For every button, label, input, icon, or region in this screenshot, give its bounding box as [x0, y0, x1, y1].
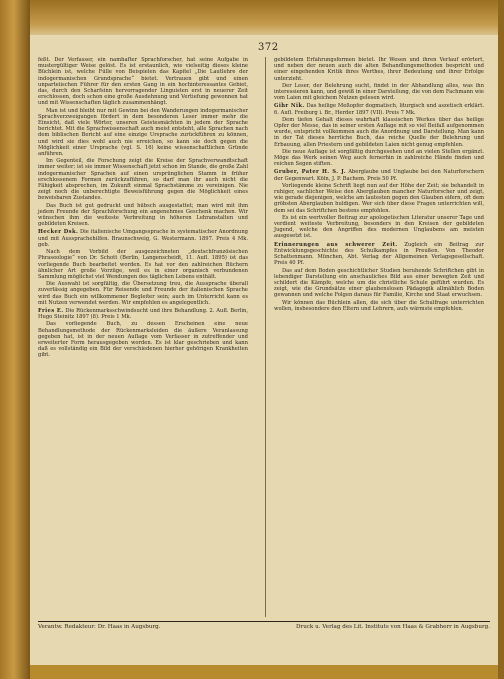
review-entry [274, 169, 484, 181]
page-right-edge [498, 0, 504, 679]
right-column [274, 57, 484, 313]
paragraph: Vorliegende kleine Schrift liegt nun auf der Höhe der Zeit; sie behandelt in ruhiger, sachlicher Weise den Aberglauben mancher Naturforscher und zeigt, wie gerade diejenigen, welche am lautesten gegen den Glauben eifern, oft dem gröbsten Aberglauben huldigen. Wer sich über diese Fragen unterrichten will, dem sei das Schriftchen bestens empfohlen. [274, 182, 484, 214]
page-footer [38, 624, 490, 630]
paragraph: Dem tiefen Gehalt dieses wahrhaft klassischen Werkes über das heilige Opfer der Messe, das in seiner ersten Auflage mit so viel Beifall aufgenommen wurde, entspricht vollkommen auch die Anordnung und Darstellung. Man kann in der Tat dieses herrliche Buch, das reiche Quelle der Belehrung und Erbauung, allen Priestern und gebildeten Laien nicht genug empfehlen. [274, 116, 484, 148]
column-divider [265, 57, 266, 617]
paragraph: gebildetem Erfahrungsformen bietet. Ihr Wesen und ihren Verlauf erörtert, und neben der neuen auch die alten Behandlungsmethoden bespricht und einer eingehenden Kritik ihres Werthes, ihrer Bedeutung und ihrer Erfolge unterzieht. [274, 57, 484, 82]
paragraph: Der Leser, der Belehrung sucht, findet in der Abhandlung alles, was ihn interessieren kann, und gewiß in einer Darstellung, die von dem Fachmann wie vom Laien mit gleichem Nutzen gelesen wird. [274, 82, 484, 102]
page-top-edge [30, 0, 504, 35]
paragraph: Im Gegenteil, die Forschung zeigt die Kreise der Sprachverwandtschaft immer weiter; ist sie immer Wissenschaft jetzt schon im Stande, die große Zahl indogermanischer Sprachen auf einen ursprünglichen Stamm in früher erschlossenem Formen zurückzuführen, so darf man ihr auch nicht die Fähigkeit absprechen, im Zukunft einmal Sprachstämme zu vereinigen. Nie zeigt noch die unberechtigte Beweisführung gegen die Möglichkeit eines beweisbaren Zustandes. [38, 158, 248, 202]
paragraph: feßt. Der Verfasser, ein namhafter Sprachforscher, hat seine Aufgabe in mustergültiger Weise gelöst. Es ist erstaunlich, wie vielseitig dieses kleine Büchlein ist, welche Fülle von Beispielen das Kapitel „Die Lautlehre der indogermanischen Grundsprache“ bietet. Vertrauen gibt und einen unparteiischen Führer für den ersten Gang in ein hochinteressantes Gebiet, das, durch den Scharfsinn hervorragender Linguisten erst in neuerer Zeit erschlossen, doch schon eine große Ausdehnung und Vertiefung gewonnen hat und mit Wissenschaften täglich zusammenhängt. [38, 57, 248, 107]
entry-author: Fries E. [38, 307, 64, 314]
review-entry [38, 308, 248, 320]
entry-citation: Die italienische Umgangssprache in systematischer Anordnung und mit Aussprachehilfen. Braunschweig, G. Westermann. 1897. Preis 4 Mk. geb. [38, 229, 248, 248]
entry-citation: Aberglaube und Unglaube bei den Naturforschern der Gegenwart. Köln, J. P. Bachem. Preis 50 Pf. [274, 169, 485, 182]
paragraph: Es ist ein wertvoller Beitrag zur apologetischen Literatur unserer Tage und verdient weiteste Verbreitung, besonders in den Kreisen der gebildeten Jugend, welche den Angriffen des modernen Unglaubens am meisten ausgesetzt ist. [274, 214, 484, 240]
entry-author: Gihr Nik. [274, 103, 305, 110]
paragraph: Das vorliegende Buch, zu dessen Erscheinen eine neue Behandlungsmethode der Rückenmarksleiden die äußere Veranlassung gegeben hat, ist in der neuen Auflage vom Verfasser in zutreffender und erweiterter Form herausgegeben worden. Es ist klar geschrieben und kann daß es vollständig ein Bild der verschiedenen hierher gehörigen Krankheiten gibt. [38, 321, 248, 359]
review-entry [274, 242, 484, 267]
review-entry [38, 229, 248, 248]
paragraph: Das Buch ist gut gedruckt und hübsch ausgestattet; man wird mit ihm jedem Freunde der Sprachforschung ein angenehmes Geschenk machen. Wir wünschen ihm die weiteste Verbreitung in höheren Lehranstalten und gebildeten Kreisen. [38, 202, 248, 228]
entry-citation: Zugleich ein Beitrag zur Entwicklungsgeschichte des Schulkampfes in Preußen. Von Theodor Schattenmann. München, Abt. Verlag der Allgemeinen Verlagsgesellschaft. Preis 40 Pf. [274, 241, 484, 267]
page-number: 372 [258, 42, 279, 53]
footer-divider [38, 621, 490, 622]
book-gutter [0, 0, 30, 679]
paragraph: Die neue Auflage ist sorgfältig durchgesehen und an vielen Stellen ergänzt. Möge das Werk seinen Weg auch fernerhin in zahlreiche Hände finden und reichen Segen stiften. [274, 148, 484, 168]
footer-editor: Verantw. Redakteur: Dr. Haas in Augsburg. [38, 624, 161, 630]
paragraph: Wir können das Büchlein allen, die sich über die Schulfrage unterrichten wollen, insbesondere den Eltern und Lehrern, aufs wärmste empfehlen. [274, 299, 484, 312]
entry-author: Hecker Dsk. [38, 229, 79, 236]
paragraph: Das auf dem Boden geschichtlicher Studien beruhende Schriftchen gibt in lebendiger Darstellung ein anschauliches Bild aus einer bewegten Zeit und schildert die Kämpfe, welche um die christliche Schule geführt wurden. Es zeigt, wie die Grundsätze einer glaubenslosen Pädagogik allmählich Boden gewannen und welche Folgen daraus für Familie, Kirche und Staat erwuchsen. [274, 267, 484, 299]
footer-publisher: Druck u. Verlag des Lit. Instituts von Haas & Grabherr in Augsburg. [296, 624, 490, 630]
paragraph: Man ist und bleibt nur mit Gewinn bei den Wanderungen indogermanischer Sprachverzweigungen fördert in dem besonderen Leser immer mehr die Einsicht, daß viele Wörter, unseren Geistesmächten in jedem der Sprache berichtet. Mit die Sprachwissenschaft auch meist entsteht, alle Sprachen nach dem biblischen Bericht auf eine einzige Ursprache zurückführen zu können, und wird sie dies wohl auch nie erreichen, so kann sie doch gegen die Möglichkeit einer Ursprache (vgl. S. 16) keine wissenschaftlichen Gründe anführen. [38, 107, 248, 158]
entry-title: Erinnerungen aus schwerer Zeit. [274, 241, 398, 248]
document-page [30, 35, 498, 665]
paragraph: Die Auswahl ist sorgfältig, die Übersetzung treu, die Aussprache überall zuverlässig angegeben. Für Reisende und Freunde der italienischen Sprache wird das Buch ein willkommener Begleiter sein; auch im Unterricht kann es mit Nutzen verwendet werden. Wir empfehlen es angelegentlich. [38, 281, 248, 306]
entry-citation: Die Rückenmarksschwindsucht und ihre Behandlung. 2. Aufl. Berlin, Hugo Steinitz 1897 (8). Preis 1 Mk. [38, 307, 248, 321]
review-entry [274, 103, 484, 115]
left-column [38, 57, 248, 360]
entry-author: Gruber, Pater H. S. J. [274, 169, 346, 176]
paragraph: Nach dem Vorbild der ausgezeichneten „deutschfranzösischen Phraseologie“ von Dr. Schott (Berlin, Langenscheidt, 11. Aufl. 1895) ist das vorliegende Buch bearbeitet worden. Es hat vor den zahlreichen Büchern ähnlicher Art große Vorzüge, weil es in einer organisch verbundenen Sammlung möglichst viel Wendungen des täglichen Lebens enthält. [38, 249, 248, 280]
entry-citation: Das heilige Meßopfer dogmatisch, liturgisch und aszetisch erklärt. 6. Aufl. Freiburg i. Br., Herder 1897 (VII). Preis 7 Mk. [274, 103, 484, 116]
